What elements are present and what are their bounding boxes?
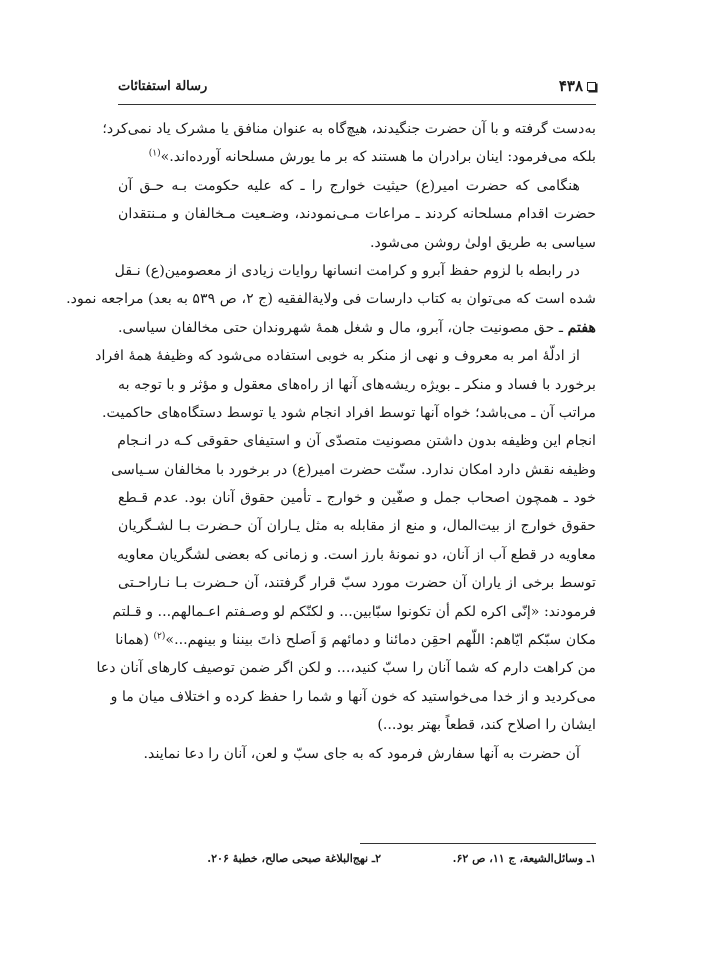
text-line: آن حضرت به آنها سفارش فرمود که به جای سبّ و لعن، آنان را دعا نمایند. xyxy=(143,745,580,762)
text-line: مراتب آن ـ می‌باشد؛ خواه آنها توسط افراد انجام شود یا توسط دستگاه‌های حاکمیت. xyxy=(102,404,596,421)
text-line: حقوق خوارج از بیت‌المال، و منع از مقابله به مثل یـاران آن حـضرت بـا لشـگریان xyxy=(118,518,596,535)
page-number: ۴۳۸ xyxy=(558,77,583,95)
text-line: وظیفه نقش دارد امکان ندارد. سنّت حضرت امیر(ع) در برخورد با مخالفان سـیاسی xyxy=(111,461,596,478)
header-rule xyxy=(118,104,596,105)
text-line: در رابطه با لزوم حفظ آبرو و کرامت انسانها روایات زیادی از معصومین(ع) نـقل xyxy=(114,262,580,279)
text-line: توسط برخی از یاران آن حضرت مورد سبّ قرار گرفتند، آن حـضرت بـا نـاراحـتی xyxy=(118,575,596,592)
text-line: خود ـ همچون اصحاب جمل و صفّین و خوارج ـ تأمین حقوق آنان بود. عدم قـطع xyxy=(118,490,596,507)
square-bullet-icon xyxy=(587,82,596,91)
text-line: ایشان را اصلاح کند، قطعاً بهتر بود...) xyxy=(377,717,596,734)
footnote-2: ۲ـ نهج‌البلاغة صبحی صالح، خطبهٔ ۲۰۶. xyxy=(207,852,381,865)
section-heading: هفتم ـ حق مصونیت جان، آبرو، مال و شغل همهٔ شهروندان حتی مخالفان سیاسی. xyxy=(117,319,596,336)
footnote-1: ۱ـ وسائل‌الشیعة، ج ۱۱، ص ۶۲. xyxy=(452,852,596,865)
text-line: معاویه در قطع آب از آنان، دو نمونهٔ بارز است. و زمانی که بعضی لشگریان معاویه xyxy=(117,546,596,563)
text-line: به‌دست گرفته و با آن حضرت جنگیدند، هیچ‌گاه به عنوان منافق یا مشرک یاد نمی‌کرد؛ xyxy=(102,121,596,137)
text-line: مکان سبّکم ایّاهم: اللّهم احقِن دمائنا و دمائهم وَ اَصلح ذاتَ بیننا و بینهم...»$^{(۲)}$ (همانا xyxy=(115,631,596,649)
page-number-block xyxy=(559,77,596,95)
footnote-rule xyxy=(360,843,596,844)
text-line: حضرت اقدام مسلحانه کردند ـ مراعات مـی‌نمودند، وضـعیت مـخالفان و مـنتقدان xyxy=(118,206,596,223)
text-line: هنگامی که حضرت امیر(ع) حیثیت خوارج را ـ که علیه حکومت بـه حـق آن xyxy=(118,177,580,194)
page-header xyxy=(118,76,596,98)
text-line: انجام این وظیفه بدون داشتن مصونیت متصدّی آن و استیفای حقوقی کـه در انـجام xyxy=(117,433,596,450)
text-line: بلکه می‌فرمود: اینان برادران ما هستند که بر ما یورش مسلحانه آورده‌اند.»$^{(۱)}$ xyxy=(148,148,596,166)
text-line: من کراهت دارم که شما آنان را سبّ کنید،... و لکن اگر ضمن توصیف کارهای آنان دعا xyxy=(96,660,596,677)
text-line: می‌کردید و از خدا می‌خواستید که خون آنها و شما را حفظ کرده و اختلاف میان ما و xyxy=(110,688,596,705)
running-title: رسالة استفتائات xyxy=(118,79,208,94)
text-line: فرمودند: «إنّی اکره لکم أن تکونوا سبّابین... و لکنّکم لو وصـفتم اعـمالهم... و قـلتم xyxy=(112,603,596,620)
text-line: از ادلّهٔ امر به معروف و نهی از منکر به خوبی استفاده می‌شود که وظیفهٔ همهٔ افراد xyxy=(95,348,580,365)
text-line: شده است که می‌توان به کتاب دارسات فی ولایةالفقیه (ج ۲، ص ۵۳۹ به بعد) مراجعه نمود. xyxy=(66,291,596,308)
body-text xyxy=(66,115,596,768)
section-label: هفتم xyxy=(567,319,596,336)
footnotes xyxy=(118,852,596,872)
text-line: سیاسی به طریق اولیٰ روشن می‌شود. xyxy=(369,234,596,251)
footnote-marker: (۲) xyxy=(153,631,166,642)
footnote-marker: (۱) xyxy=(148,148,161,159)
text-line: برخورد با فساد و منکر ـ بویژه ریشه‌های آنها از راه‌های معقول و مؤثر و با توجه به xyxy=(118,376,596,393)
